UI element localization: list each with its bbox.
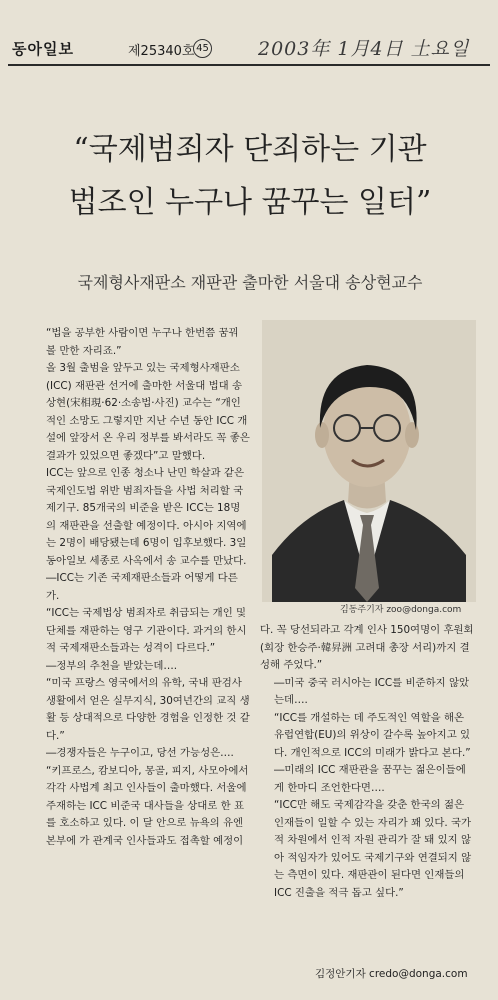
paragraph: “ICC를 개설하는 데 주도적인 역할을 해온 유럽연합(EU)의 위상이 갈수록 높아지고 있다. 개인적으로 ICC의 미래가 밝다고 본다.” [274, 711, 471, 759]
newspaper-logo: 동아일보 [12, 40, 74, 58]
subheadline: 국제형사재판소 재판관 출마한 서울대 송상현교수 [77, 273, 423, 292]
page-number: 45 [193, 39, 212, 58]
handwritten-date: 2003年 1月4日 土요일 [258, 38, 470, 60]
paragraph: “ICC는 국제법상 범죄자로 취급되는 개인 및 단체를 재판하는 영구 기관이다. 과거의 한시적 국제재판소들과는 성격이 다르다.” [46, 607, 247, 654]
interview-question: ―미국 중국 러시아는 ICC를 비준하지 않았는데…. [274, 676, 470, 706]
masthead [8, 34, 490, 66]
interview-question: ―미래의 ICC 재판관을 꿈꾸는 젊은이들에게 한마디 조언한다면…. [274, 764, 466, 794]
reporter-byline: 김정안기자 credo@donga.com [315, 968, 468, 980]
interview-question: ―정부의 추천을 받았는데…. [46, 659, 178, 672]
portrait-image [262, 320, 476, 602]
headline-line-1: “국제범죄자 단죄하는 기관 [73, 132, 427, 167]
paragraph: “키프로스, 캄보디아, 몽골, 피지, 사모아에서 각각 사법계 최고 인사들이 출마했다. 서울에 주재하는 ICC 비준국 대사들을 상대로 한 표를 호소하고 있다. 이 달 안으로 뉴욕의 유엔 본부에 가 관계국 인사들과도 접촉할 예정이 [46, 764, 249, 847]
paragraph: 올 3월 출범을 앞두고 있는 국제형사재판소(ICC) 재판관 선거에 출마한 서울대 법대 송상현(宋相現·62·소송법·사진) 교수는 “개인적인 소망도 그렇지만 지난 수년 동안 ICC 개설에 앞장서 온 우리 정부를 봐서라도 꼭 좋은 결과가 있었으면 좋겠다”고 말했다. [46, 362, 250, 462]
paragraph: ICC는 앞으로 인종 청소나 난민 학살과 같은 국제인도법 위반 범죄자들을 사법 처리할 국제기구. 85개국의 비준을 받은 ICC는 18명의 재판관을 선출할 예정이다. 아시아 지역에는 2명이 배당됐는데 6명이 입후보했다. 3일 동아일보 세종로 사옥에서 송 교수를 만났다. [46, 467, 247, 567]
paragraph: “미국 프랑스 영국에서의 유학, 국내 판검사 생활에서 얻은 실무지식, 30여년간의 교직 생활 등 상대적으로 다양한 경험을 인정한 것 같다.” [46, 677, 250, 742]
interview-question: ―ICC는 기존 국제재판소들과 어떻게 다른가. [46, 572, 238, 602]
photo-caption: 김동주기자 zoo@donga.com [340, 605, 462, 615]
body-column-1 [32, 325, 250, 850]
portrait-photo [262, 320, 476, 602]
interview-question: ―경쟁자들은 누구이고, 당선 가능성은…. [46, 747, 234, 759]
paragraph: 다. 꼭 당선되라고 각계 인사 150여명이 후원회(회장 한승주·韓昇洲 고려대 총장 서리)까지 결성해 주었다.” [260, 624, 474, 671]
paragraph: “법을 공부한 사람이면 누구나 한번쯤 꿈꿔 볼 만한 자리죠.” [46, 327, 239, 357]
body-column-2 [260, 622, 475, 902]
issue-number: 제25340호 [128, 44, 195, 59]
headline-line-2: 법조인 누구나 꿈꾸는 일터” [68, 185, 432, 220]
paragraph: “ICC만 해도 국제감각을 갖춘 한국의 젊은 인재들이 일할 수 있는 자리가 꽤 있다. 국가적 차원에서 인적 자원 관리가 잘 돼 있지 않아 적임자가 있어도 국제기구와 연결되지 않는 측면이 있다. 재판관이 된다면 인재들의 ICC 진출을 적극 돕고 싶다.” [274, 799, 472, 899]
